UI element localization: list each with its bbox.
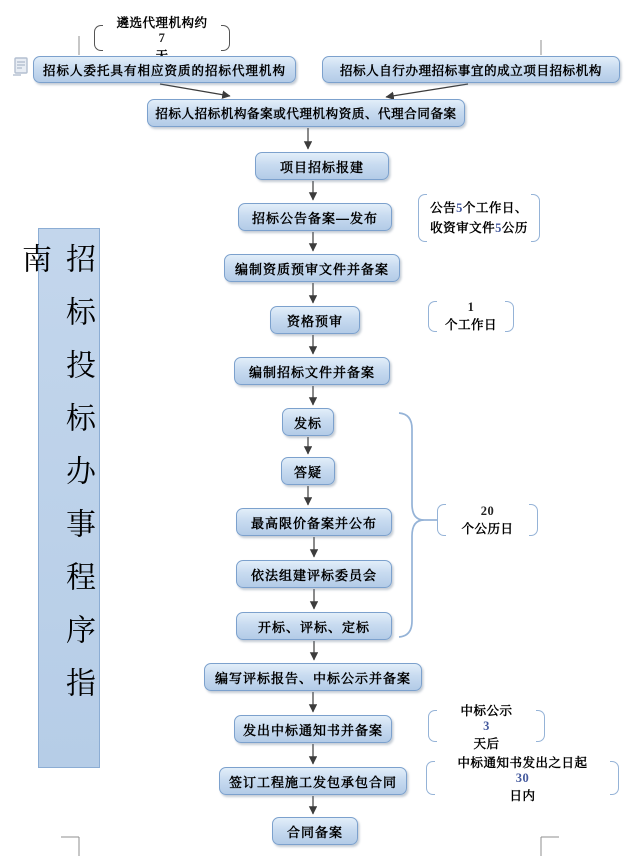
note-sign-contract-deadline: 中标通知书发出之日起 30 日内 [426, 761, 619, 795]
note-brace-20-calendar-days: 20 个公历日 [437, 504, 538, 536]
node-tender-doc: 编制招标文件并备案 [234, 357, 390, 385]
callout-agency-selection-time: 遴选代理机构约 7 [94, 25, 230, 51]
node-eval-report: 编写评标报告、中标公示并备案 [204, 663, 422, 691]
node-answer-questions: 答疑 [281, 457, 335, 485]
node-committee: 依法组建评标委员会 [236, 560, 392, 588]
note-announcement-duration [418, 194, 540, 242]
node-project-register: 项目招标报建 [255, 152, 389, 180]
node-entrust-agency: 招标人委托具有相应资质的招标代理机构 [33, 56, 296, 83]
node-price-cap: 最高限价备案并公布 [236, 508, 392, 536]
node-announcement: 招标公告备案—发布 [238, 203, 392, 231]
node-prequal-doc: 编制资质预审文件并备案 [224, 254, 400, 282]
node-prequalification: 资格预审 [270, 306, 360, 334]
node-bid-opening: 开标、评标、定标 [236, 612, 392, 640]
note-line: 收资审文件5公历 [430, 221, 528, 235]
node-issue-tender: 发标 [282, 408, 334, 436]
node-award-notice: 发出中标通知书并备案 [234, 715, 392, 743]
node-agency-record: 招标人招标机构备案或代理机构资质、代理合同备案 [147, 99, 465, 127]
node-self-handle: 招标人自行办理招标事宜的成立项目招标机构 [322, 56, 620, 83]
brace-20-days [399, 413, 437, 637]
note-line: 公告5个工作日、 [430, 201, 528, 215]
vertical-title-banner: 招标投标办事程序指南 [38, 228, 100, 768]
note-prequalification-duration: 1 个工作日 [428, 301, 514, 332]
object-anchor-icon [12, 56, 30, 78]
node-sign-contract: 签订工程施工发包承包合同 [219, 767, 407, 795]
node-contract-filing: 合同备案 [272, 817, 358, 845]
note-award-notice-timing: 中标公示 3 天后 [428, 710, 545, 742]
